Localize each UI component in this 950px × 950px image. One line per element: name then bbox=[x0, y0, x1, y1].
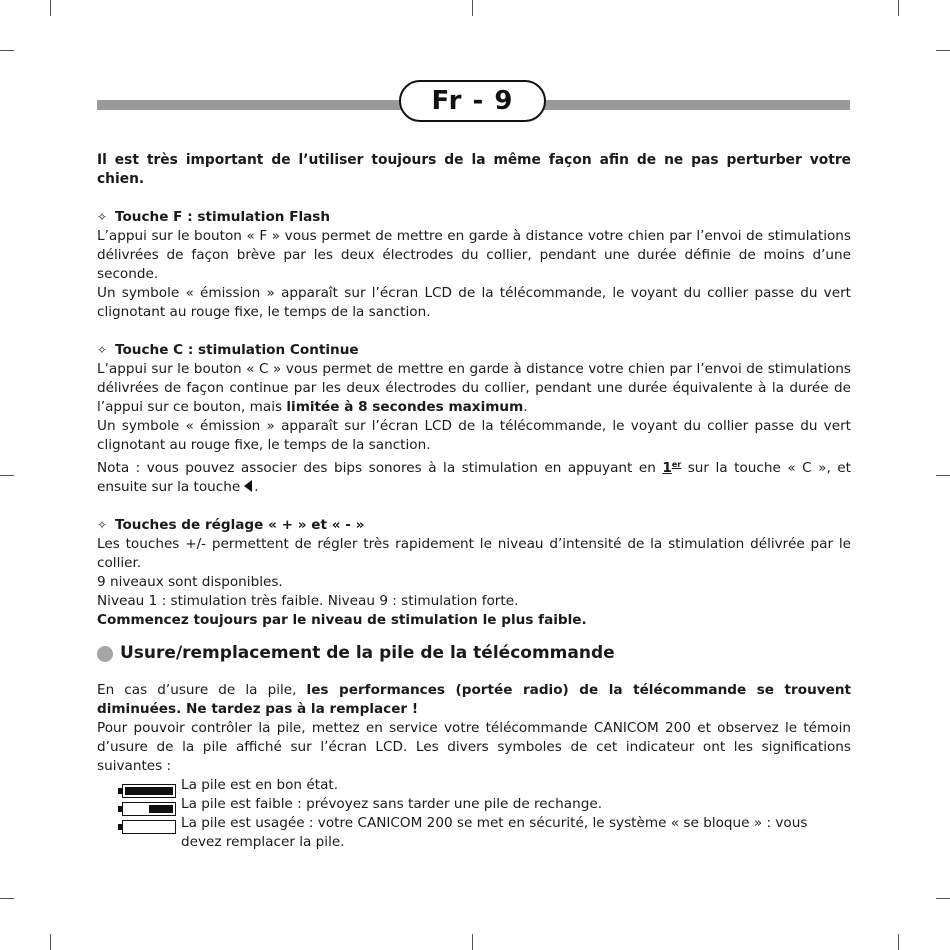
battery-empty-icon bbox=[122, 820, 176, 834]
crop-mark bbox=[50, 0, 51, 16]
crop-mark bbox=[472, 0, 473, 16]
intro-text: Il est très important de l’utiliser toujours de la même façon afin de ne pas perturber votre chien. bbox=[97, 152, 851, 187]
header-rule-left bbox=[97, 100, 402, 110]
battery-state-text: La pile est faible : prévoyez sans tarder une pile de rechange. bbox=[181, 796, 603, 812]
crop-mark bbox=[50, 934, 51, 950]
crop-mark bbox=[0, 898, 14, 899]
crop-mark bbox=[0, 50, 14, 51]
levels-paragraph: Niveau 1 : stimulation très faible. Niveau 9 : stimulation forte. bbox=[97, 593, 519, 609]
levels-paragraph: Commencez toujours par le niveau de stimulation le plus faible. bbox=[97, 612, 587, 628]
battery-full-icon bbox=[122, 784, 176, 798]
page-content bbox=[97, 151, 851, 852]
diamond-bullet-icon: ✧ bbox=[97, 343, 108, 357]
crop-mark bbox=[0, 475, 14, 476]
section-title-c: ✧ Touche C : stimulation Continue bbox=[97, 342, 359, 358]
nota-text: Nota : vous pouvez associer des bips sonores à la stimulation en appuyant en 1er sur la touche « C », et ensuite sur la touche . bbox=[97, 460, 851, 495]
section-f-paragraph: L’appui sur le bouton « F » vous permet de mettre en garde à distance votre chien par l’envoi de stimulations délivrées de façon brève par les deux électrodes du collier, pendant une durée définie de moins d’une seconde. bbox=[97, 228, 851, 282]
section-c-paragraph: L’appui sur le bouton « C » vous permet de mettre en garde à distance votre chien par l’envoi de stimulations délivrées de façon continue par les deux électrodes du collier, pendant une durée équivalente à la durée de l’appui sur ce bouton, mais limitée à 8 secondes maximum. bbox=[97, 361, 851, 415]
section-c-paragraph: Un symbole « émission » apparaît sur l’écran LCD de la télécommande, le voyant du collier passe du vert clignotant au rouge fixe, le temps de la sanction. bbox=[97, 418, 851, 453]
header-rule-right bbox=[543, 100, 850, 110]
page-number: Fr - 9 bbox=[431, 86, 514, 116]
section-title-f: ✧ Touche F : stimulation Flash bbox=[97, 209, 331, 225]
levels-paragraph: Les touches +/- permettent de régler très rapidement le niveau d’intensité de la stimulation délivrée par le collier. bbox=[97, 536, 851, 571]
battery-paragraph: En cas d’usure de la pile, les performances (portée radio) de la télécommande se trouvent diminuées. Ne tardez pas à la remplacer ! bbox=[97, 682, 851, 717]
battery-paragraph: Pour pouvoir contrôler la pile, mettez en service votre télécommande CANICOM 200 et observez le témoin d’usure de la pile affiché sur l’écran LCD. Les divers symboles de cet indicateur ont les significations suivantes : bbox=[97, 720, 851, 774]
crop-mark bbox=[898, 0, 899, 16]
crop-mark bbox=[936, 50, 950, 51]
section-title-levels: ✧ Touches de réglage « + » et « - » bbox=[97, 517, 365, 533]
crop-mark bbox=[936, 475, 950, 476]
section-f-paragraph: Un symbole « émission » apparaît sur l’écran LCD de la télécommande, le voyant du collier passe du vert clignotant au rouge fixe, le temps de la sanction. bbox=[97, 285, 851, 320]
levels-paragraph: 9 niveaux sont disponibles. bbox=[97, 574, 283, 590]
diamond-bullet-icon: ✧ bbox=[97, 210, 108, 224]
battery-state-text: La pile est en bon état. bbox=[181, 777, 339, 793]
page-number-badge bbox=[399, 80, 546, 122]
diamond-bullet-icon: ✧ bbox=[97, 518, 108, 532]
battery-half-icon bbox=[122, 802, 176, 816]
crop-mark bbox=[898, 934, 899, 950]
battery-state-text: La pile est usagée : votre CANICOM 200 se met en sécurité, le système « se bloque » : vous devez remplacer la pile. bbox=[181, 815, 808, 850]
speaker-icon bbox=[244, 480, 252, 492]
circle-bullet-icon bbox=[97, 646, 113, 662]
battery-section-heading: Usure/remplacement de la pile de la télécommande bbox=[97, 644, 851, 663]
crop-mark bbox=[936, 898, 950, 899]
battery-indicator-list bbox=[97, 776, 851, 852]
crop-mark bbox=[472, 934, 473, 950]
